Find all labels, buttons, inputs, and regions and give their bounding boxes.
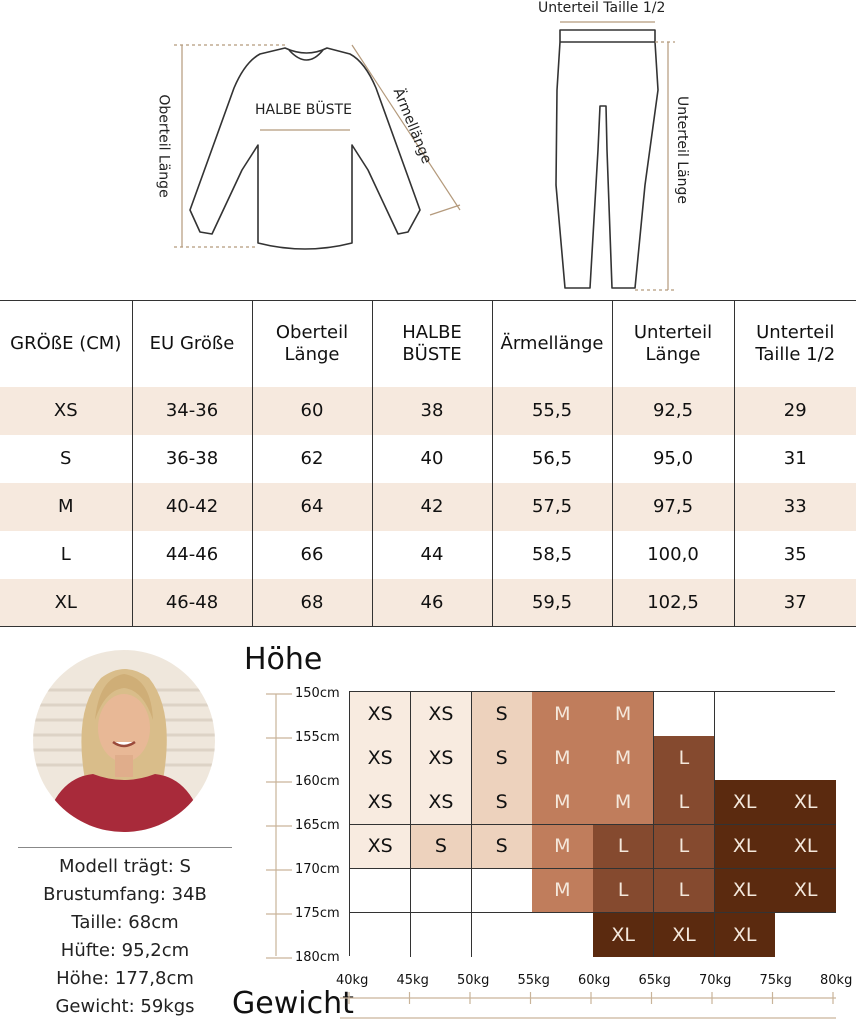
table-cell: 57,5 <box>492 483 612 531</box>
table-cell: 95,0 <box>612 435 734 483</box>
table-cell: 29 <box>734 387 856 435</box>
size-grid-cell <box>715 692 776 737</box>
x-tick-label: 75kg <box>759 973 792 988</box>
table-row <box>0 483 856 531</box>
size-grid-cell: XL <box>654 913 715 957</box>
y-tick-label: 180cm <box>295 950 340 965</box>
size-grid-cell: M <box>532 692 593 737</box>
size-grid-cell <box>775 913 836 957</box>
table-cell: 62 <box>252 435 372 483</box>
table-row <box>0 435 856 483</box>
table-cell: M <box>57 496 74 517</box>
header-half-bust: HALBE BÜSTE <box>372 301 492 387</box>
table-cell: XS <box>53 400 78 421</box>
size-grid-cell <box>472 913 533 957</box>
size-grid-cell <box>411 913 472 957</box>
size-grid-cell: XL <box>775 780 836 825</box>
header-bottom-length: Unterteil Länge <box>612 301 734 387</box>
size-grid-cell <box>775 736 836 781</box>
bottom-length-label: Unterteil Länge <box>674 95 691 205</box>
table-cell: XL <box>54 591 77 613</box>
size-table <box>0 300 856 627</box>
size-grid-cell <box>472 869 533 914</box>
y-tick-label: 175cm <box>295 906 340 921</box>
header-eu-size: EU Größe <box>132 301 252 387</box>
size-grid-cell: L <box>654 736 715 781</box>
x-tick-label: 80kg <box>820 973 853 988</box>
table-cell: 33 <box>734 483 856 531</box>
x-tick-label: 50kg <box>457 973 490 988</box>
size-grid-cell: M <box>593 692 654 737</box>
sleeve-length-label: Ärmellänge <box>389 85 435 167</box>
x-tick-label: 65kg <box>638 973 671 988</box>
size-table-header <box>0 301 856 387</box>
size-grid-cell: XS <box>350 780 411 825</box>
size-grid-cell <box>350 869 411 914</box>
model-hip-line: Hüfte: 95,2cm <box>60 940 190 961</box>
size-grid-cell: XS <box>411 780 472 825</box>
table-cell: 38 <box>372 387 492 435</box>
table-cell: 55,5 <box>492 387 612 435</box>
x-tick-label: 55kg <box>517 973 550 988</box>
size-grid-cell <box>775 692 836 737</box>
table-cell: 46-48 <box>132 579 252 627</box>
table-cell: 66 <box>252 531 372 579</box>
size-grid-cell: XS <box>350 736 411 781</box>
y-tick-label: 160cm <box>295 774 340 789</box>
size-grid-cell: M <box>532 780 593 825</box>
table-row <box>0 531 856 579</box>
size-grid-cell: M <box>593 736 654 781</box>
size-grid-cell: XS <box>411 736 472 781</box>
table-cell: 97,5 <box>612 483 734 531</box>
table-cell: 37 <box>734 579 856 627</box>
half-bust-label: HALBE BÜSTE <box>255 102 352 118</box>
x-tick-label: 60kg <box>578 973 611 988</box>
size-grid-cell: XL <box>775 869 836 914</box>
size-grid-cell: XL <box>715 825 776 870</box>
size-grid-cell: M <box>532 869 593 914</box>
shirt-illustration <box>190 48 420 249</box>
size-grid-cell: S <box>472 780 533 825</box>
table-row <box>0 387 856 435</box>
bottom-waist-label: Unterteil Taille 1/2 <box>538 0 666 16</box>
model-weight-line: Gewicht: 59kgs <box>55 996 195 1017</box>
size-grid-cell: L <box>654 780 715 825</box>
y-tick-label: 165cm <box>295 818 340 833</box>
table-cell: 42 <box>372 483 492 531</box>
table-cell: 35 <box>734 531 856 579</box>
x-tick-label: 45kg <box>396 973 429 988</box>
table-cell: 40 <box>372 435 492 483</box>
y-tick-label: 150cm <box>295 686 340 701</box>
model-photo <box>33 650 215 832</box>
divider <box>18 847 232 848</box>
table-cell: 40-42 <box>132 483 252 531</box>
table-cell: 58,5 <box>492 531 612 579</box>
table-cell: S <box>60 448 72 469</box>
table-cell: 44-46 <box>132 531 252 579</box>
size-grid-cell: S <box>472 736 533 781</box>
table-cell: 68 <box>252 579 372 627</box>
model-waist-line: Taille: 68cm <box>71 912 179 933</box>
size-grid-cell: L <box>593 825 654 870</box>
size-grid-cell: XL <box>715 869 776 914</box>
header-bottom-waist: Unterteil Taille 1/2 <box>734 301 856 387</box>
table-cell: 44 <box>372 531 492 579</box>
size-grid-cell: XS <box>350 825 411 870</box>
table-cell: 60 <box>252 387 372 435</box>
table-cell: 100,0 <box>612 531 734 579</box>
table-cell: 92,5 <box>612 387 734 435</box>
table-cell: L <box>60 544 71 565</box>
table-cell: 31 <box>734 435 856 483</box>
size-grid-cell: XL <box>593 913 654 957</box>
header-top-length: Oberteil Länge <box>252 301 372 387</box>
size-grid-cell: S <box>472 692 533 737</box>
height-axis-title: Höhe <box>244 642 323 677</box>
table-cell: 46 <box>372 579 492 627</box>
size-grid-cell: XL <box>715 780 776 825</box>
model-size-line: Modell trägt: S <box>59 856 191 877</box>
model-measurements <box>0 853 250 1021</box>
size-grid-cell: L <box>654 869 715 914</box>
table-cell: 36-38 <box>132 435 252 483</box>
size-grid-cell <box>715 736 776 781</box>
y-tick-label: 155cm <box>295 730 340 745</box>
model-bust-line: Brustumfang: 34B <box>43 884 207 905</box>
weight-axis-title: Gewicht <box>232 986 354 1021</box>
size-grid-cell: XS <box>411 692 472 737</box>
size-grid-cell: S <box>411 825 472 870</box>
size-grid-cell <box>411 869 472 914</box>
size-grid-cell: M <box>593 780 654 825</box>
pants-measure-lines <box>560 22 675 290</box>
pants-illustration <box>556 30 658 288</box>
y-tick-label: 170cm <box>295 862 340 877</box>
size-grid-cell: S <box>472 825 533 870</box>
table-cell: 34-36 <box>132 387 252 435</box>
top-length-label: Oberteil Länge <box>155 94 172 198</box>
model-height-line: Höhe: 177,8cm <box>56 968 194 989</box>
size-grid-cell: L <box>593 869 654 914</box>
size-grid-cell: XS <box>350 692 411 737</box>
table-cell: 102,5 <box>612 579 734 627</box>
size-grid-cell: XL <box>775 825 836 870</box>
size-grid-cell: L <box>654 825 715 870</box>
table-cell: 59,5 <box>492 579 612 627</box>
size-grid-cell: M <box>532 736 593 781</box>
table-cell: 64 <box>252 483 372 531</box>
table-cell: 56,5 <box>492 435 612 483</box>
table-row <box>0 579 856 627</box>
size-grid-cell: XL <box>715 913 776 957</box>
x-tick-label: 70kg <box>699 973 732 988</box>
header-size: GRÖßE (CM) <box>10 332 122 354</box>
size-grid-cell <box>532 913 593 957</box>
size-grid-cell <box>654 692 715 737</box>
header-sleeve-length: Ärmellänge <box>492 301 612 387</box>
x-tick-label: 40kg <box>336 973 369 988</box>
size-grid <box>349 691 835 956</box>
size-grid-cell: M <box>532 825 593 870</box>
size-grid-cell <box>350 913 411 957</box>
